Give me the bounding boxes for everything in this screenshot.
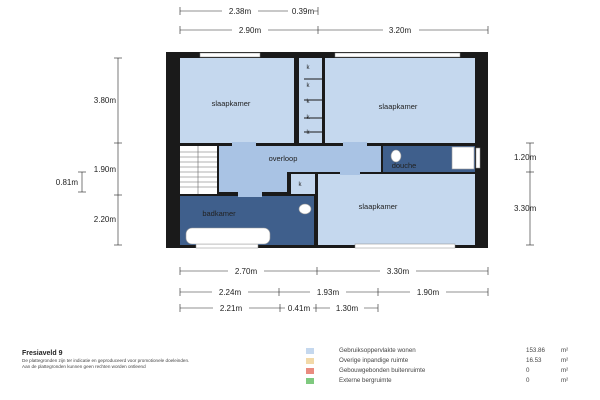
legend-value: 0 [526,377,530,384]
label-closet-1: k [306,65,310,71]
legend-unit: m² [561,367,569,374]
legend-swatch-overige [306,358,314,364]
bathtub [186,228,270,244]
legend-row [306,366,576,376]
legend-swatch-bergruimte [306,378,314,384]
dim-bottom-c2: 0.41m [287,304,311,313]
dim-left-c: 0.81m [55,178,78,187]
legend-unit: m² [561,377,569,384]
dim-bottom-a2: 3.30m [386,267,410,276]
dim-right-b: 3.30m [514,204,537,213]
room-overloop [219,146,381,172]
legend-value: 0 [526,367,530,374]
label-closet-2: k [306,83,310,89]
disclaimer-line-1: De plattegronden zijn ter indicatie en geproduceerd voor promotionele doeleinden. [22,358,190,363]
dim-top-c: 2.90m [238,26,262,35]
sink [299,204,311,214]
area-legend [306,346,576,386]
label-overloop: overloop [268,154,298,163]
label-closet-4: k [306,115,310,121]
dim-bottom-c3: 1.30m [335,304,359,313]
disclaimer [22,358,282,369]
room-overloop-lower [219,170,287,192]
label-slaapkamer-topright: slaapkamer [378,102,418,111]
legend-row [306,356,576,366]
legend-unit: m² [561,347,569,354]
label-slaapkamer-left: slaapkamer [211,99,251,108]
dim-right-a: 1.20m [514,153,537,162]
legend-label: Externe bergruimte [339,377,392,384]
legend-value: 153.86 [526,347,545,354]
dim-bottom-b1: 2.24m [218,288,242,297]
dim-left-d: 2.20m [93,215,116,224]
legend-unit: m² [561,357,569,364]
label-badkamer: badkamer [202,209,236,218]
dim-bottom-c1: 2.21m [219,304,243,313]
legend-value: 16.53 [526,357,542,364]
dim-top-d: 3.20m [388,26,412,35]
dim-left-b: 1.90m [93,165,116,174]
dim-bottom-a1: 2.70m [234,267,258,276]
dim-left-a: 3.80m [93,96,116,105]
dim-bottom-b3: 1.90m [416,288,440,297]
legend-label: Gebouwgebonden buitenruimte [339,367,426,374]
dim-top-a: 2.38m [228,7,252,16]
closet-small [291,174,315,194]
legend-swatch-wonen [306,348,314,354]
room-slaapkamer-topright [325,58,475,143]
label-closet-6: k [298,182,302,188]
disclaimer-line-2: Aan de plattegronden kunnen geen rechten worden ontleend [22,363,146,369]
dim-top-b: 0.39m [291,7,315,16]
dim-bottom-b2: 1.93m [316,288,340,297]
label-closet-3: k [306,99,310,105]
legend-label: Overige inpandige ruimte [339,357,409,364]
legend-swatch-buitenruimte [306,368,314,374]
legend-label: Gebruiksoppervlakte wonen [339,347,416,354]
label-slaapkamer-bottomright: slaapkamer [358,202,398,211]
legend-row [306,346,576,356]
legend-row [306,376,576,386]
property-title: Fresiaveld 9 [22,350,63,357]
label-closet-5: k [306,130,310,136]
shower-tray [452,147,474,169]
label-douche: douche [391,161,417,170]
